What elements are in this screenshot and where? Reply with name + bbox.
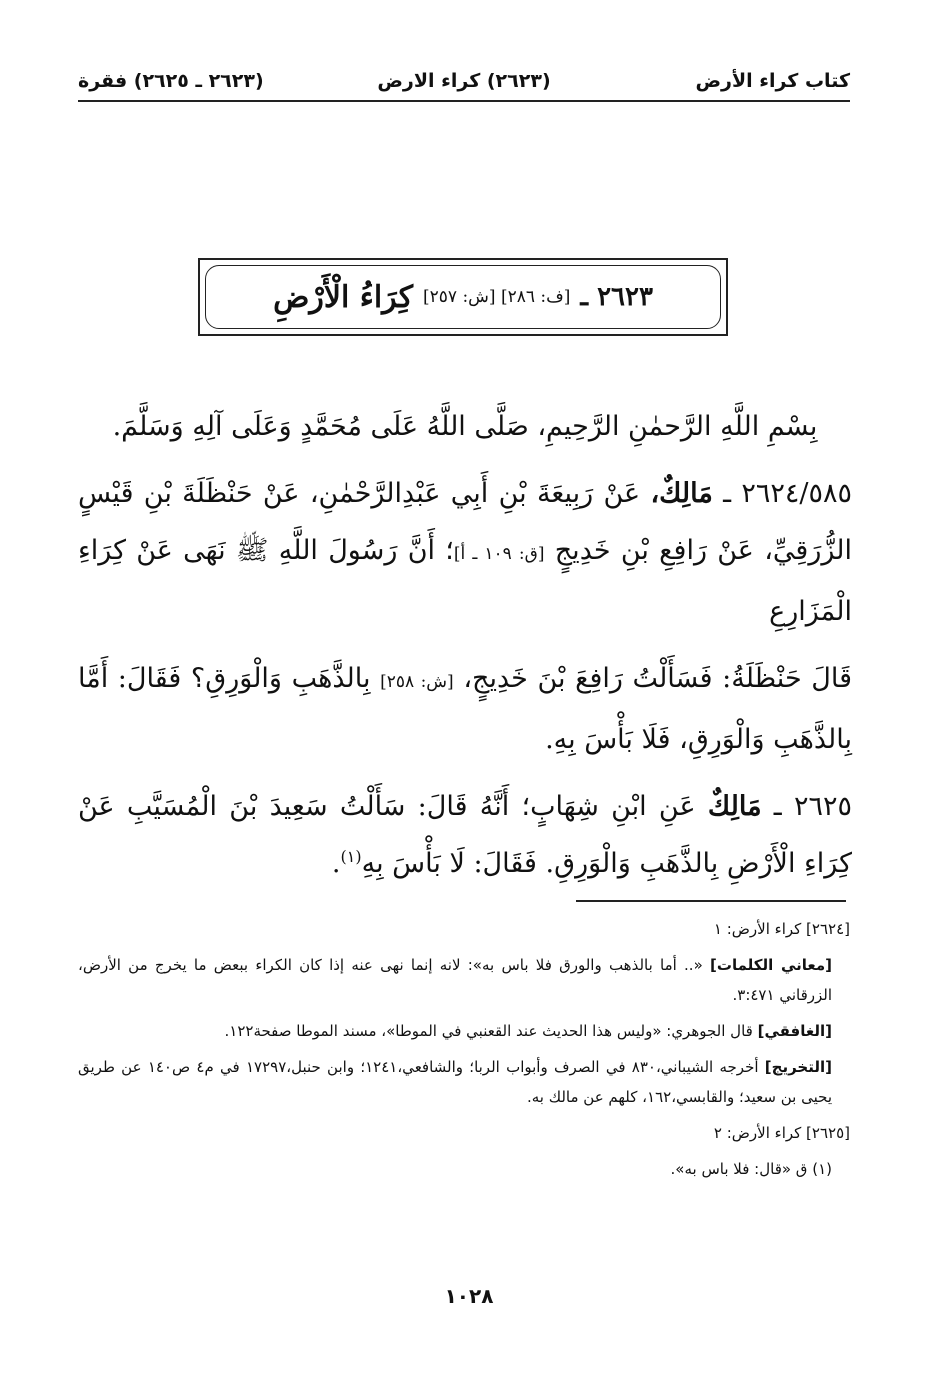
page-number: ١٠٢٨ [444, 1284, 494, 1308]
hadith-text: بِالذَّهَبِ وَالْوَرِقِ؟ فَقَالَ: أَمَّا بِالذَّهَبِ وَالْوَرِقِ، فَلَا بَأْسَ بِهِ. [78, 663, 852, 755]
note-text: قال الجوهري: «وليس هذا الحديث عند القعنبي في الموطا»، مسند الموطا صفحة١٢٢. [224, 1022, 753, 1040]
basmala: بِسْمِ اللَّهِ الرَّحمٰنِ الرَّحِيمِ، صَلَّى اللَّهُ عَلَى مُحَمَّدٍ وَعَلَى آلِهِ وَسَلَّمَ. [112, 411, 818, 442]
chapter-number: ٢٦٢٣ ـ [580, 282, 653, 312]
manuscript-ref: [ق: ١٠٩ ـ أ] [453, 544, 545, 564]
hadith-text: قَالَ حَنْظَلَةُ: فَسَأَلْتُ رَافِعَ بْنَ خَدِيجٍ، [463, 663, 852, 694]
hadith-2624 [78, 465, 852, 640]
hadith-text: ؛ أَنَّ رَسُولَ اللَّهِ ﷺ نَهَى عَنْ كِرَاءِ الْمَزَارِعِ [78, 535, 852, 627]
note-text: «.. أما بالذهب والورق فلا باس به»: لانه إنما نهى عنه إذا كان الكراء ببعض ما يخرج من الأرض، الزرقاني ٣:٤٧١. [78, 956, 832, 1004]
manuscript-ref: [ش: ٢٥٨] [380, 672, 454, 692]
note-head-2624: [٢٦٢٤] كراء الأرض: ١ [713, 920, 850, 938]
note-takhrij [78, 1052, 850, 1112]
hadith-2625 [78, 778, 852, 892]
hadith-text: عَنْ رَبِيعَةَ بْنِ أَبِي عَبْدِالرَّحْمٰنِ، عَنْ حَنْظَلَةَ بْنِ قَيْسٍ الزُّرَقِيِّ، عَنْ رَافِعِ بْنِ خَدِيجٍ [78, 478, 852, 566]
hadith-number: ٢٦٢٥ ـ [773, 791, 852, 822]
hadith-number: ٢٦٢٤/٥٨٥ ـ [723, 478, 852, 509]
hanzala-paragraph [78, 650, 852, 768]
chapter-title: كِرَاءُ الْأَرْضِ [273, 279, 413, 315]
header-book-title: كتاب كراء الأرض [695, 70, 850, 92]
footnote-marker[interactable]: (١) [340, 847, 362, 866]
hadith-text: عَنِ ابْنِ شِهَابٍ؛ أَنَّهُ قَالَ: سَأَلْتُ سَعِيدَ بْنَ الْمُسَيَّبِ عَنْ كِرَاءِ الْأَرْضِ بِالذَّهَبِ وَالْوَرِقِ. فَقَالَ: لَا بَأْسَ بِهِ [78, 791, 852, 879]
footnote-1: (١) ق «قال: فلا باس به». [670, 1160, 832, 1178]
footnote-separator [576, 900, 846, 902]
header-chapter-title: (٢٦٢٣) كراء الارض [377, 70, 551, 92]
sentence-end: . [331, 848, 341, 879]
chapter-refs: [ف: ٢٨٦] [ش: ٢٥٧] [423, 287, 571, 307]
footnotes [78, 914, 850, 1190]
note-key: [معاني الكلمات] [710, 956, 832, 974]
narrator-name: مَالِكٌ [707, 791, 762, 822]
narrator-name: مَالِكٌ، [650, 478, 713, 509]
note-ghafiqi [78, 1016, 850, 1046]
header-paragraph-range: (٢٦٢٣ ـ ٢٦٢٥) فقرة [78, 70, 264, 92]
note-key: [الغافقي] [757, 1022, 832, 1040]
note-key: [التخريج] [764, 1058, 832, 1076]
running-header [78, 66, 850, 102]
chapter-title-box [198, 258, 728, 336]
note-maani [78, 950, 850, 1010]
chapter-title-frame [205, 265, 721, 329]
note-text: أخرجه الشيباني،٨٣٠ في الصرف وأبواب الربا؛ والشافعي،١٢٤١؛ وابن حنبل،١٧٢٩٧ في م٤ ص١٤٠ عن طريق يحيى بن سعيد؛ والقابسي،١٦٢، كلهم عن مالك به. [78, 1058, 832, 1106]
main-text [78, 398, 852, 892]
note-head-2625: [٢٦٢٥] كراء الأرض: ٢ [713, 1124, 850, 1142]
